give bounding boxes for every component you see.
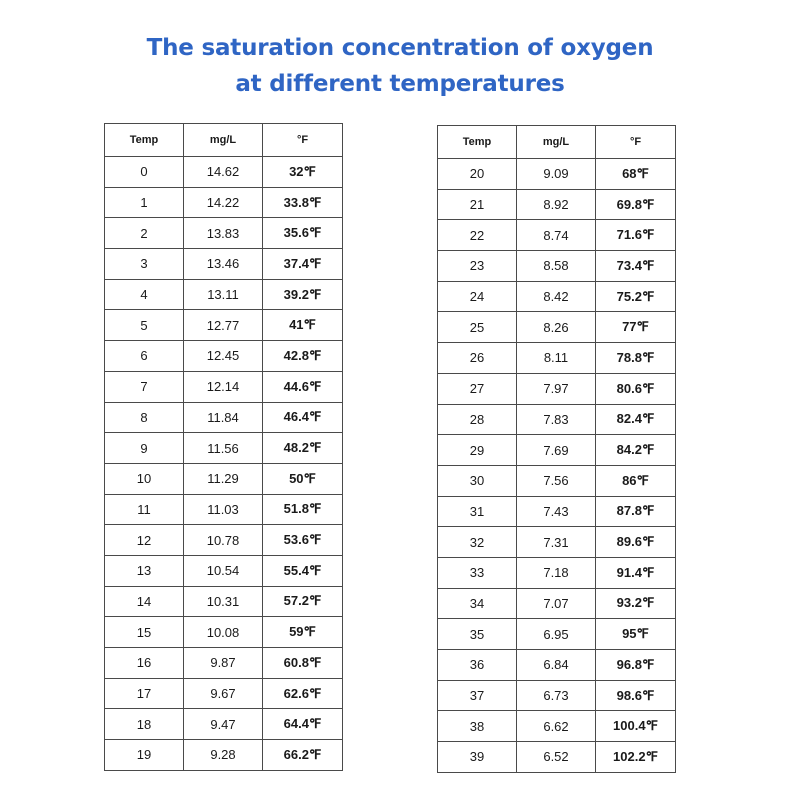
- cell-mgl: 14.22: [184, 187, 263, 218]
- cell-mgl: 13.11: [184, 279, 263, 310]
- table-row: [438, 373, 676, 404]
- table-row: [105, 463, 343, 494]
- table-row: [105, 341, 343, 372]
- cell-fahrenheit: 35.6℉: [263, 218, 343, 249]
- cell-temp: 21: [438, 189, 517, 220]
- table-row: [105, 709, 343, 740]
- header-mgl: mg/L: [184, 124, 263, 157]
- table-row: [438, 220, 676, 251]
- cell-temp: 25: [438, 312, 517, 343]
- table-row: [105, 310, 343, 341]
- cell-temp: 26: [438, 343, 517, 374]
- table-row: [105, 279, 343, 310]
- table-row: [438, 343, 676, 374]
- cell-fahrenheit: 73.4℉: [596, 251, 676, 282]
- cell-fahrenheit: 84.2℉: [596, 435, 676, 466]
- table-row: [105, 371, 343, 402]
- cell-fahrenheit: 78.8℉: [596, 343, 676, 374]
- cell-temp: 38: [438, 711, 517, 742]
- cell-temp: 28: [438, 404, 517, 435]
- table-left-body: [105, 157, 343, 771]
- cell-temp: 3: [105, 249, 184, 280]
- cell-temp: 33: [438, 557, 517, 588]
- cell-temp: 0: [105, 157, 184, 188]
- table-row: [438, 680, 676, 711]
- cell-mgl: 9.28: [184, 740, 263, 771]
- table-left: [104, 123, 343, 771]
- table-row: [438, 312, 676, 343]
- cell-mgl: 8.92: [517, 189, 596, 220]
- table-row: [105, 494, 343, 525]
- cell-fahrenheit: 96.8℉: [596, 650, 676, 681]
- cell-fahrenheit: 62.6℉: [263, 678, 343, 709]
- cell-mgl: 13.46: [184, 249, 263, 280]
- cell-mgl: 9.87: [184, 648, 263, 679]
- cell-temp: 32: [438, 527, 517, 558]
- table-row: [438, 159, 676, 190]
- cell-temp: 35: [438, 619, 517, 650]
- table-row: [105, 402, 343, 433]
- table-row: [105, 249, 343, 280]
- cell-mgl: 8.42: [517, 281, 596, 312]
- cell-fahrenheit: 60.8℉: [263, 648, 343, 679]
- cell-fahrenheit: 91.4℉: [596, 557, 676, 588]
- cell-mgl: 7.56: [517, 465, 596, 496]
- cell-fahrenheit: 39.2℉: [263, 279, 343, 310]
- cell-mgl: 7.07: [517, 588, 596, 619]
- cell-temp: 1: [105, 187, 184, 218]
- cell-temp: 18: [105, 709, 184, 740]
- cell-mgl: 11.29: [184, 463, 263, 494]
- cell-fahrenheit: 89.6℉: [596, 527, 676, 558]
- cell-mgl: 11.56: [184, 433, 263, 464]
- cell-temp: 20: [438, 159, 517, 190]
- cell-mgl: 7.97: [517, 373, 596, 404]
- cell-temp: 10: [105, 463, 184, 494]
- cell-mgl: 8.58: [517, 251, 596, 282]
- cell-temp: 37: [438, 680, 517, 711]
- cell-temp: 13: [105, 555, 184, 586]
- cell-temp: 34: [438, 588, 517, 619]
- cell-fahrenheit: 44.6℉: [263, 371, 343, 402]
- cell-fahrenheit: 77℉: [596, 312, 676, 343]
- cell-fahrenheit: 93.2℉: [596, 588, 676, 619]
- cell-mgl: 11.03: [184, 494, 263, 525]
- table-row: [105, 555, 343, 586]
- header-temp: Temp: [105, 124, 184, 157]
- table-row: [105, 617, 343, 648]
- cell-mgl: 7.31: [517, 527, 596, 558]
- cell-mgl: 10.08: [184, 617, 263, 648]
- cell-temp: 19: [105, 740, 184, 771]
- table-header-row: [105, 124, 343, 157]
- cell-mgl: 9.47: [184, 709, 263, 740]
- cell-mgl: 9.67: [184, 678, 263, 709]
- table-row: [438, 281, 676, 312]
- cell-mgl: 6.95: [517, 619, 596, 650]
- cell-mgl: 14.62: [184, 157, 263, 188]
- cell-temp: 6: [105, 341, 184, 372]
- cell-temp: 31: [438, 496, 517, 527]
- cell-temp: 7: [105, 371, 184, 402]
- cell-temp: 16: [105, 648, 184, 679]
- cell-temp: 27: [438, 373, 517, 404]
- cell-temp: 17: [105, 678, 184, 709]
- table-row: [105, 586, 343, 617]
- cell-mgl: 6.84: [517, 650, 596, 681]
- title-line-2: at different temperatures: [235, 71, 565, 97]
- table-row: [105, 218, 343, 249]
- table-row: [105, 740, 343, 771]
- cell-fahrenheit: 59℉: [263, 617, 343, 648]
- table-row: [105, 648, 343, 679]
- cell-fahrenheit: 51.8℉: [263, 494, 343, 525]
- cell-temp: 24: [438, 281, 517, 312]
- cell-fahrenheit: 50℉: [263, 463, 343, 494]
- cell-mgl: 13.83: [184, 218, 263, 249]
- cell-temp: 36: [438, 650, 517, 681]
- cell-mgl: 12.14: [184, 371, 263, 402]
- cell-fahrenheit: 64.4℉: [263, 709, 343, 740]
- cell-fahrenheit: 57.2℉: [263, 586, 343, 617]
- cell-temp: 14: [105, 586, 184, 617]
- cell-mgl: 8.26: [517, 312, 596, 343]
- cell-mgl: 11.84: [184, 402, 263, 433]
- table-row: [105, 525, 343, 556]
- cell-fahrenheit: 55.4℉: [263, 555, 343, 586]
- cell-temp: 4: [105, 279, 184, 310]
- cell-mgl: 6.73: [517, 680, 596, 711]
- table-row: [438, 742, 676, 773]
- cell-temp: 12: [105, 525, 184, 556]
- cell-mgl: 8.11: [517, 343, 596, 374]
- header-mgl: mg/L: [517, 126, 596, 159]
- table-row: [105, 157, 343, 188]
- table-row: [438, 465, 676, 496]
- cell-mgl: 7.43: [517, 496, 596, 527]
- cell-mgl: 9.09: [517, 159, 596, 190]
- header-fahrenheit: °F: [263, 124, 343, 157]
- cell-fahrenheit: 102.2℉: [596, 742, 676, 773]
- cell-temp: 22: [438, 220, 517, 251]
- header-temp: Temp: [438, 126, 517, 159]
- cell-temp: 8: [105, 402, 184, 433]
- cell-temp: 29: [438, 435, 517, 466]
- cell-fahrenheit: 69.8℉: [596, 189, 676, 220]
- title-line-1: The saturation concentration of oxygen: [146, 35, 654, 61]
- table-row: [438, 588, 676, 619]
- cell-fahrenheit: 48.2℉: [263, 433, 343, 464]
- cell-fahrenheit: 46.4℉: [263, 402, 343, 433]
- table-row: [438, 435, 676, 466]
- table-row: [105, 433, 343, 464]
- cell-fahrenheit: 75.2℉: [596, 281, 676, 312]
- table-row: [438, 251, 676, 282]
- cell-fahrenheit: 87.8℉: [596, 496, 676, 527]
- table-row: [438, 619, 676, 650]
- cell-temp: 23: [438, 251, 517, 282]
- cell-fahrenheit: 37.4℉: [263, 249, 343, 280]
- table-header-row: [438, 126, 676, 159]
- cell-fahrenheit: 32℉: [263, 157, 343, 188]
- table-row: [438, 527, 676, 558]
- cell-fahrenheit: 98.6℉: [596, 680, 676, 711]
- cell-temp: 30: [438, 465, 517, 496]
- cell-mgl: 10.78: [184, 525, 263, 556]
- table-row: [438, 557, 676, 588]
- cell-fahrenheit: 100.4℉: [596, 711, 676, 742]
- cell-mgl: 12.45: [184, 341, 263, 372]
- cell-mgl: 6.62: [517, 711, 596, 742]
- table-row: [105, 187, 343, 218]
- header-fahrenheit: °F: [596, 126, 676, 159]
- table-right: [437, 125, 676, 773]
- cell-temp: 11: [105, 494, 184, 525]
- cell-mgl: 10.31: [184, 586, 263, 617]
- cell-mgl: 12.77: [184, 310, 263, 341]
- table-row: [438, 650, 676, 681]
- table-row: [438, 189, 676, 220]
- cell-temp: 15: [105, 617, 184, 648]
- table-row: [438, 404, 676, 435]
- table-right-body: [438, 159, 676, 773]
- table-row: [438, 711, 676, 742]
- cell-mgl: 7.69: [517, 435, 596, 466]
- cell-temp: 2: [105, 218, 184, 249]
- cell-mgl: 6.52: [517, 742, 596, 773]
- cell-fahrenheit: 66.2℉: [263, 740, 343, 771]
- cell-temp: 9: [105, 433, 184, 464]
- cell-fahrenheit: 33.8℉: [263, 187, 343, 218]
- cell-fahrenheit: 68℉: [596, 159, 676, 190]
- cell-fahrenheit: 86℉: [596, 465, 676, 496]
- cell-mgl: 7.18: [517, 557, 596, 588]
- cell-mgl: 10.54: [184, 555, 263, 586]
- cell-fahrenheit: 80.6℉: [596, 373, 676, 404]
- cell-fahrenheit: 42.8℉: [263, 341, 343, 372]
- table-row: [105, 678, 343, 709]
- page-title: [0, 30, 800, 102]
- cell-fahrenheit: 41℉: [263, 310, 343, 341]
- cell-fahrenheit: 71.6℉: [596, 220, 676, 251]
- cell-mgl: 8.74: [517, 220, 596, 251]
- cell-mgl: 7.83: [517, 404, 596, 435]
- cell-fahrenheit: 95℉: [596, 619, 676, 650]
- cell-temp: 5: [105, 310, 184, 341]
- table-row: [438, 496, 676, 527]
- cell-temp: 39: [438, 742, 517, 773]
- cell-fahrenheit: 53.6℉: [263, 525, 343, 556]
- cell-fahrenheit: 82.4℉: [596, 404, 676, 435]
